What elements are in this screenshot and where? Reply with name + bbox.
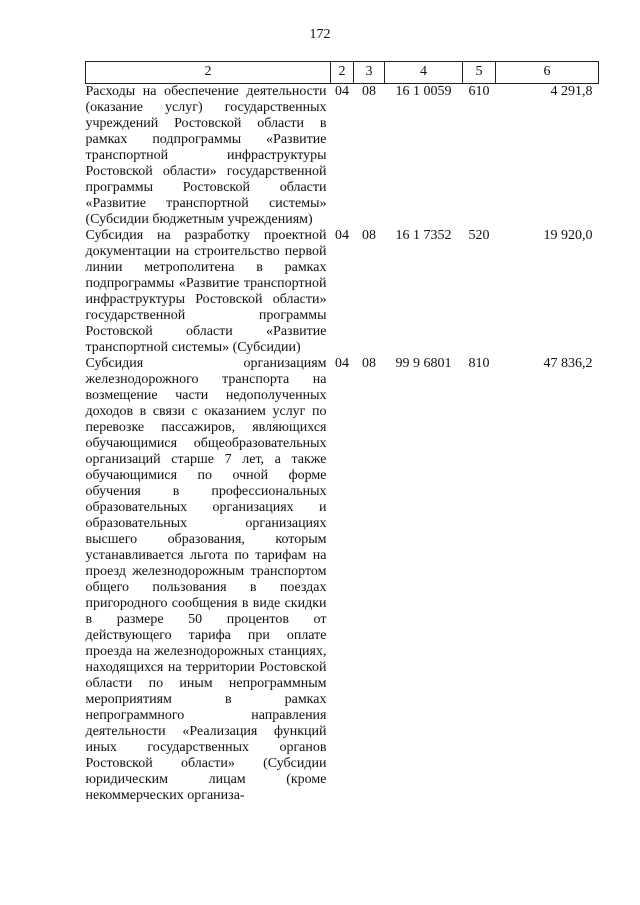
table-header bbox=[86, 62, 599, 84]
row-expense-type: 520 bbox=[468, 228, 490, 243]
table-row bbox=[86, 356, 599, 804]
row-amount: 47 836,2 bbox=[543, 356, 593, 371]
row-target-article: 99 9 6801 bbox=[395, 356, 452, 371]
budget-table bbox=[85, 61, 599, 804]
row-expense-type: 810 bbox=[468, 356, 490, 371]
row-target-article: 16 1 7352 bbox=[395, 228, 452, 243]
header-cell-subsection: 3 bbox=[354, 62, 385, 84]
row-subsection: 08 bbox=[362, 84, 376, 99]
row-subsection: 08 bbox=[362, 228, 376, 243]
row-subsection: 08 bbox=[362, 356, 376, 371]
header-cell-expense-type: 5 bbox=[463, 62, 496, 84]
table-row bbox=[86, 84, 599, 229]
row-section: 04 bbox=[335, 356, 349, 371]
row-amount: 19 920,0 bbox=[543, 228, 593, 243]
row-section: 04 bbox=[335, 84, 349, 99]
page-number: 172 bbox=[309, 27, 331, 42]
row-section: 04 bbox=[335, 228, 349, 243]
header-cell-section: 2 bbox=[331, 62, 354, 84]
table-body bbox=[86, 84, 599, 805]
row-amount: 4 291,8 bbox=[550, 84, 593, 99]
row-name: Расходы на обеспечение деятельности (оказание услуг) государственных учреждений Ростовской области в рамках подпрограммы «Развитие транспортной инфраструктуры Ростовской области» государственной программы Ростовской области «Развитие транспортной системы» (Субсидии бюджетным учреждениям) bbox=[85, 84, 327, 227]
row-target-article: 16 1 0059 bbox=[395, 84, 452, 99]
row-name: Субсидия на разработку проектной документации на строительство первой линии метрополитена в рамках подпрограммы «Развитие транспортной инфраструктуры Ростовской области» государственной программы Ростовской области «Развитие транспортной системы» (Субсидии) bbox=[85, 228, 327, 355]
header-row bbox=[86, 62, 599, 84]
header-cell-target-article: 4 bbox=[385, 62, 463, 84]
row-name: Субсидия организациям железнодорожного транспорта на возмещение части недополученных доходов в связи с оказанием услуг по перевозке пассажиров, являющихся обучающимися общеобразовательных организаций старше 7 лет, а также обучающимися по очной форме обучения в профессиональных образовательных организациях и образовательных организациях высшего образования, которым устанавливается льгота по тарифам на проезд железнодорожным транспортом общего пользования в поездах пригородного сообщения в виде скидки в размере 50 процентов от действующего тарифа при оплате проезда на железнодорожных станциях, находящихся на территории Ростовской области по иным непрограммным мероприятиям в рамках непрограммного направления деятельности «Реализация функций иных государственных органов Ростовской области» (Субсидии юридическим лицам (кроме некоммерческих организа- bbox=[85, 356, 327, 803]
header-cell-name: 2 bbox=[86, 62, 331, 84]
header-cell-amount: 6 bbox=[496, 62, 599, 84]
row-expense-type: 610 bbox=[468, 84, 490, 99]
table-row bbox=[86, 228, 599, 356]
